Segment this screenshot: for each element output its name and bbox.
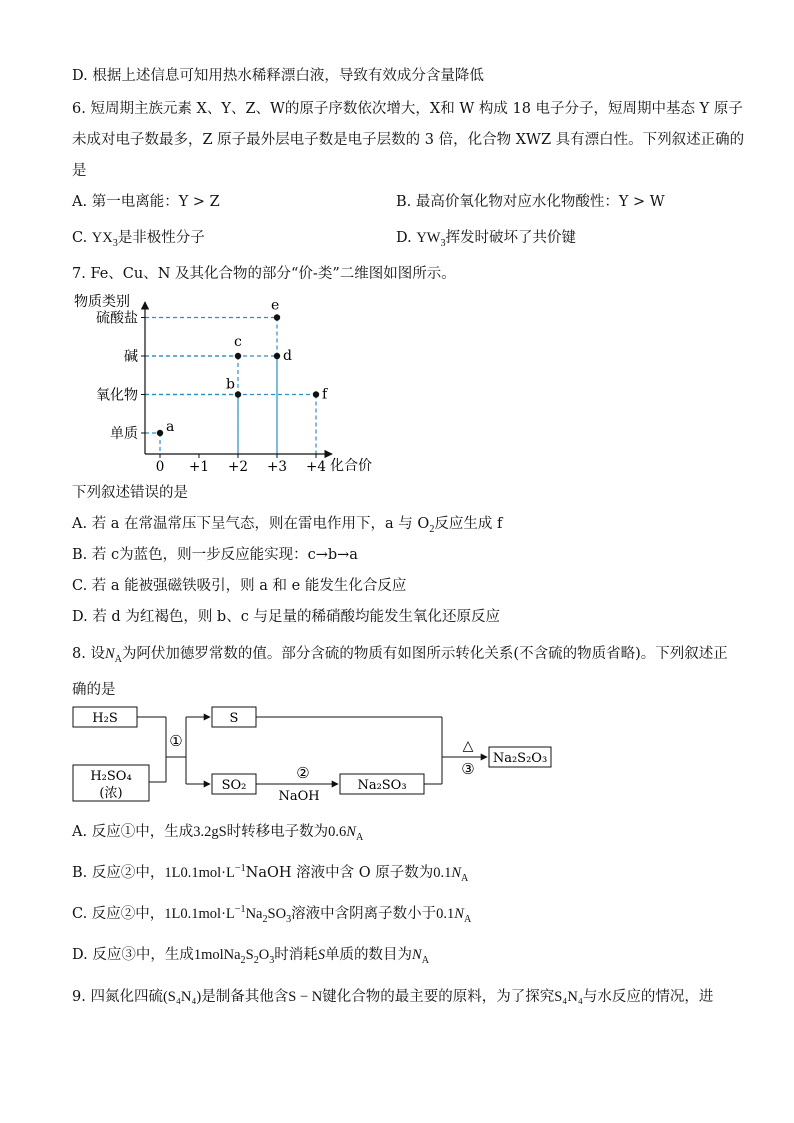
y-tick-label: 单质 xyxy=(110,426,138,442)
point-c xyxy=(235,353,241,359)
point-label-e: e xyxy=(271,297,280,314)
y-axis-title: 物质类别 xyxy=(74,294,130,310)
q7-option-d: D. 若 d 为红褐色，则 b、c 与足量的稀硝酸均能发生氧化还原反应 xyxy=(72,609,500,625)
point-b xyxy=(235,391,241,397)
q6-option-b: B. 最高价氧化物对应水化物酸性：Y > W xyxy=(396,194,665,210)
q7-stem: 7. Fe、Cu、N 及其化合物的部分“价-类”二维图如图所示。 xyxy=(72,266,456,282)
q6-option-a: A. 第一电离能：Y > Z xyxy=(72,194,220,210)
q7-lead: 下列叙述错误的是 xyxy=(72,485,188,501)
q6-stem-line2: 未成对电子数最多，Z 原子最外层电子数是电子层数的 3 倍，化合物 XWZ 具有漂白性。下列叙述正确的 xyxy=(72,132,745,148)
q8-stem-line2: 确的是 xyxy=(72,682,116,698)
label-so2: SO₂ xyxy=(221,778,247,793)
q7-option-a: A. 若 a 在常温常压下呈气态，则在雷电作用下，a 与 $O_2$反应生成 f xyxy=(72,516,503,535)
q7-option-b: B. 若 c为蓝色，则一步反应能实现：c→b→a xyxy=(72,547,358,563)
point-label-f: f xyxy=(322,386,328,403)
point-label-b: b xyxy=(226,376,235,393)
y-tick-label: 碱 xyxy=(124,349,138,365)
q6-option-c: C. $YX_3$是非极性分子 xyxy=(72,230,205,249)
point-f xyxy=(313,391,319,397)
q7-option-c: C. 若 a 能被强磁铁吸引，则 a 和 e 能发生化合反应 xyxy=(72,578,407,594)
x-tick-label: +3 xyxy=(267,459,287,475)
q8-option-d: D. 反应③中，生成$1molNa_2S_2O_3$时消耗S单质的数目为$N_A$ xyxy=(72,947,430,966)
y-tick-label: 硫酸盐 xyxy=(96,310,138,327)
x-tick-label: +4 xyxy=(306,459,326,475)
x-tick-label: +2 xyxy=(228,459,248,475)
label-h2s: H₂S xyxy=(92,711,118,726)
point-label-a: a xyxy=(166,419,175,435)
q8-option-c: C. 反应②中，$1L0.1mol\cdot L^{-1}Na_2SO_3$溶液中含阴离子数小于$0.1N_A$ xyxy=(72,904,472,925)
step-2-label: ② xyxy=(296,764,310,782)
x-axis-title: 化合价 xyxy=(330,458,372,474)
x-tick-label: +1 xyxy=(189,459,209,475)
point-d xyxy=(274,353,280,359)
label-concentrated: (浓) xyxy=(99,786,123,801)
x-tick-label: 0 xyxy=(155,459,165,475)
point-a xyxy=(157,430,163,436)
q6-stem-line3: 是 xyxy=(72,163,87,179)
reagent-naoh: NaOH xyxy=(278,789,320,804)
q6-option-d: D. $YW_3$挥发时破坏了共价键 xyxy=(396,230,577,249)
q8-option-a: A. 反应①中，生成3.2gS时转移电子数为$0.6N_A$ xyxy=(72,824,364,843)
label-h2so4: H₂SO₄ xyxy=(90,769,132,784)
label-s: S xyxy=(229,711,239,726)
step-3-label: ③ xyxy=(461,760,475,778)
sulfur-conversion-diagram xyxy=(70,702,560,806)
q8-option-b: B. 反应②中，$1L0.1mol\cdot L^{-1}NaOH$ 溶液中含 O 原子数为$0.1N_A$ xyxy=(72,863,469,884)
step-1-label: ① xyxy=(169,732,183,750)
label-na2s2o3: Na₂S₂O₃ xyxy=(492,751,548,766)
q5-option-d: D. 根据上述信息可知用热水稀释漂白液，导致有效成分含量降低 xyxy=(72,68,484,84)
q6-stem-line1: 6. 短周期主族元素 X、Y、Z、W的原子序数依次增大，X和 W 构成 18 电子分子，短周期中基态 Y 原子 xyxy=(72,101,743,117)
point-label-d: d xyxy=(283,348,292,364)
label-na2so3: Na₂SO₃ xyxy=(357,778,407,793)
q8-stem-line1: 8. 设$N_A$为阿伏加德罗常数的值。部分含硫的物质有如图所示转化关系(不含硫的物质省略)。下列叙述正 xyxy=(72,646,728,665)
point-label-c: c xyxy=(234,334,242,350)
heat-symbol: △ xyxy=(462,738,474,754)
point-e xyxy=(274,314,280,320)
y-tick-label: 氧化物 xyxy=(96,387,138,404)
q9-stem-line1: 9. 四氮化四硫(S₄N₄)是制备其他含S − N键化合物的最主要的原料，为了探究S₄N₄与水反应的情况，进 xyxy=(72,989,714,1005)
valence-class-chart xyxy=(70,288,390,478)
